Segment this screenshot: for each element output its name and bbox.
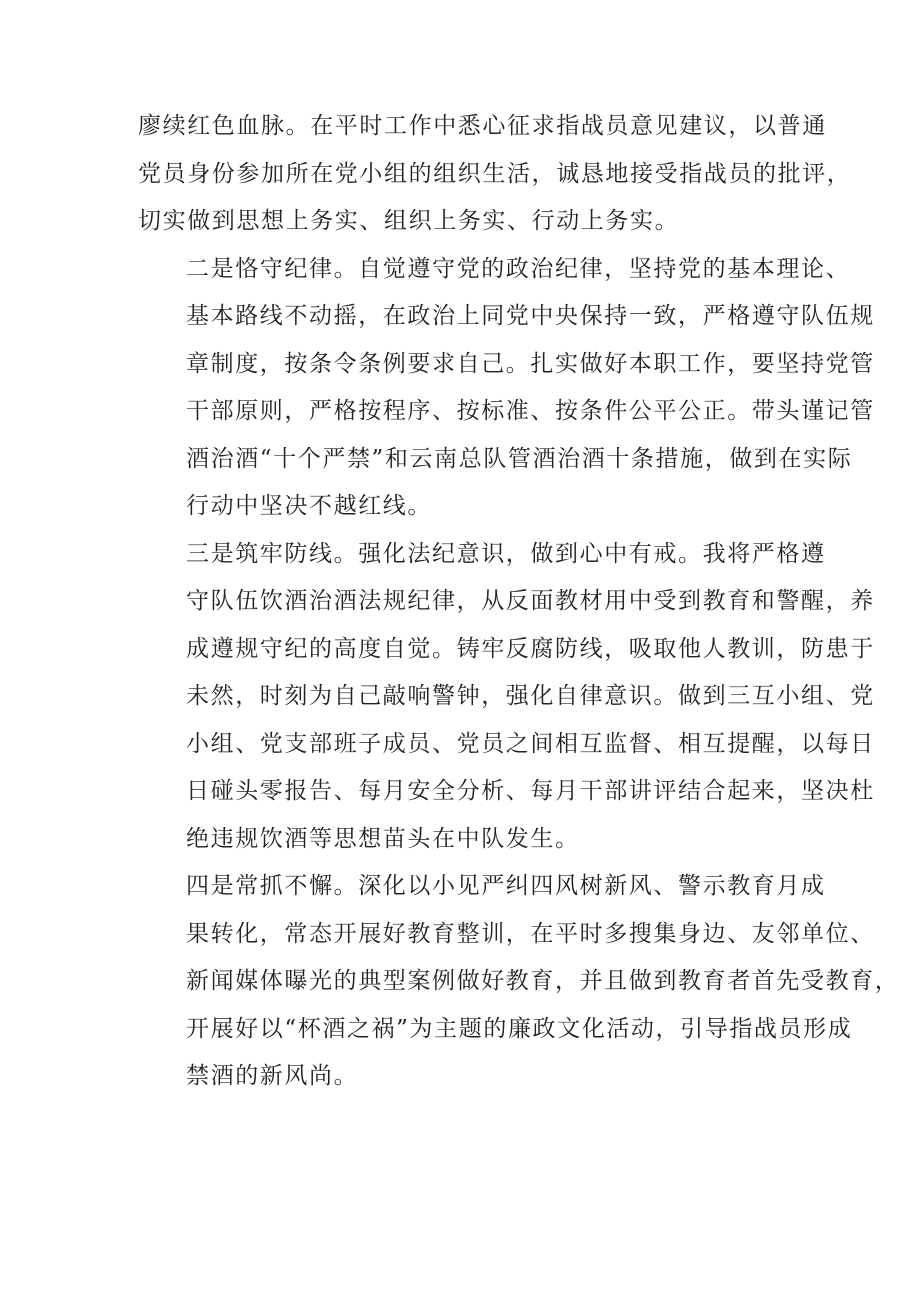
paragraph-2 [138, 246, 875, 531]
text-line: 二是恪守纪律。自觉遵守党的政治纪律，坚持党的基本理论、 [186, 255, 851, 282]
text-line: 行动中坚决不越红线。 [186, 493, 432, 519]
text-line: 新闻媒体曝光的典型案例做好教育，并且做到教育者首先受教育， [186, 968, 900, 994]
paragraph-3 [138, 531, 875, 864]
text-line: 绝违规饮酒等思想苗头在中队发生。 [186, 825, 580, 852]
text-line: 干部原则，严格按程序、按标准、按条件公平公正。带头谨记管 [186, 398, 875, 424]
text-line: 果转化，常态开展好教育整训，在平时多搜集身边、友邻单位、 [186, 920, 875, 947]
text-line: 切实做到思想上务实、组织上务实、行动上务实。 [138, 208, 680, 234]
text-line: 三是筑牢防线。强化法纪意识，做到心中有戒。我将严格遵 [186, 540, 826, 567]
text-line: 未然，时刻为自己敲响警钟，强化自律意识。做到三互小组、党 [186, 683, 875, 709]
text-line: 开展好以“杯酒之祸”为主题的廉政文化活动，引导指战员形成 [186, 1015, 853, 1042]
text-line: 章制度，按条令条例要求自己。扎实做好本职工作，要坚持党管 [186, 350, 875, 377]
text-line: 小组、党支部班子成员、党员之间相互监督、相互提醒，以每日 [186, 730, 875, 757]
text-line: 四是常抓不懈。深化以小见严纠四风树新风、警示教育月成 [186, 873, 826, 899]
text-line: 酒治酒“十个严禁”和云南总队管酒治酒十条措施，做到在实际 [186, 445, 853, 472]
paragraph-1 [138, 103, 852, 246]
text-line: 成遵规守纪的高度自觉。铸牢反腐防线，吸取他人教训，防患于 [186, 635, 875, 662]
text-line: 禁酒的新风尚。 [186, 1063, 359, 1089]
text-line: 廖续红色血脉。在平时工作中悉心征求指战员意见建议，以普通 [138, 113, 827, 139]
text-line: 日碰头零报告、每月安全分析、每月干部讲评结合起来，坚决杜 [186, 778, 875, 804]
paragraph-4 [138, 863, 900, 1101]
text-line: 基本路线不动摇，在政治上同党中央保持一致，严格遵守队伍规 [186, 303, 875, 329]
text-line: 党员身份参加所在党小组的组织生活，诚恳地接受指战员的批评， [138, 160, 852, 187]
text-line: 守队伍饮酒治酒法规纪律，从反面教材用中受到教育和警醒，养 [186, 588, 875, 614]
